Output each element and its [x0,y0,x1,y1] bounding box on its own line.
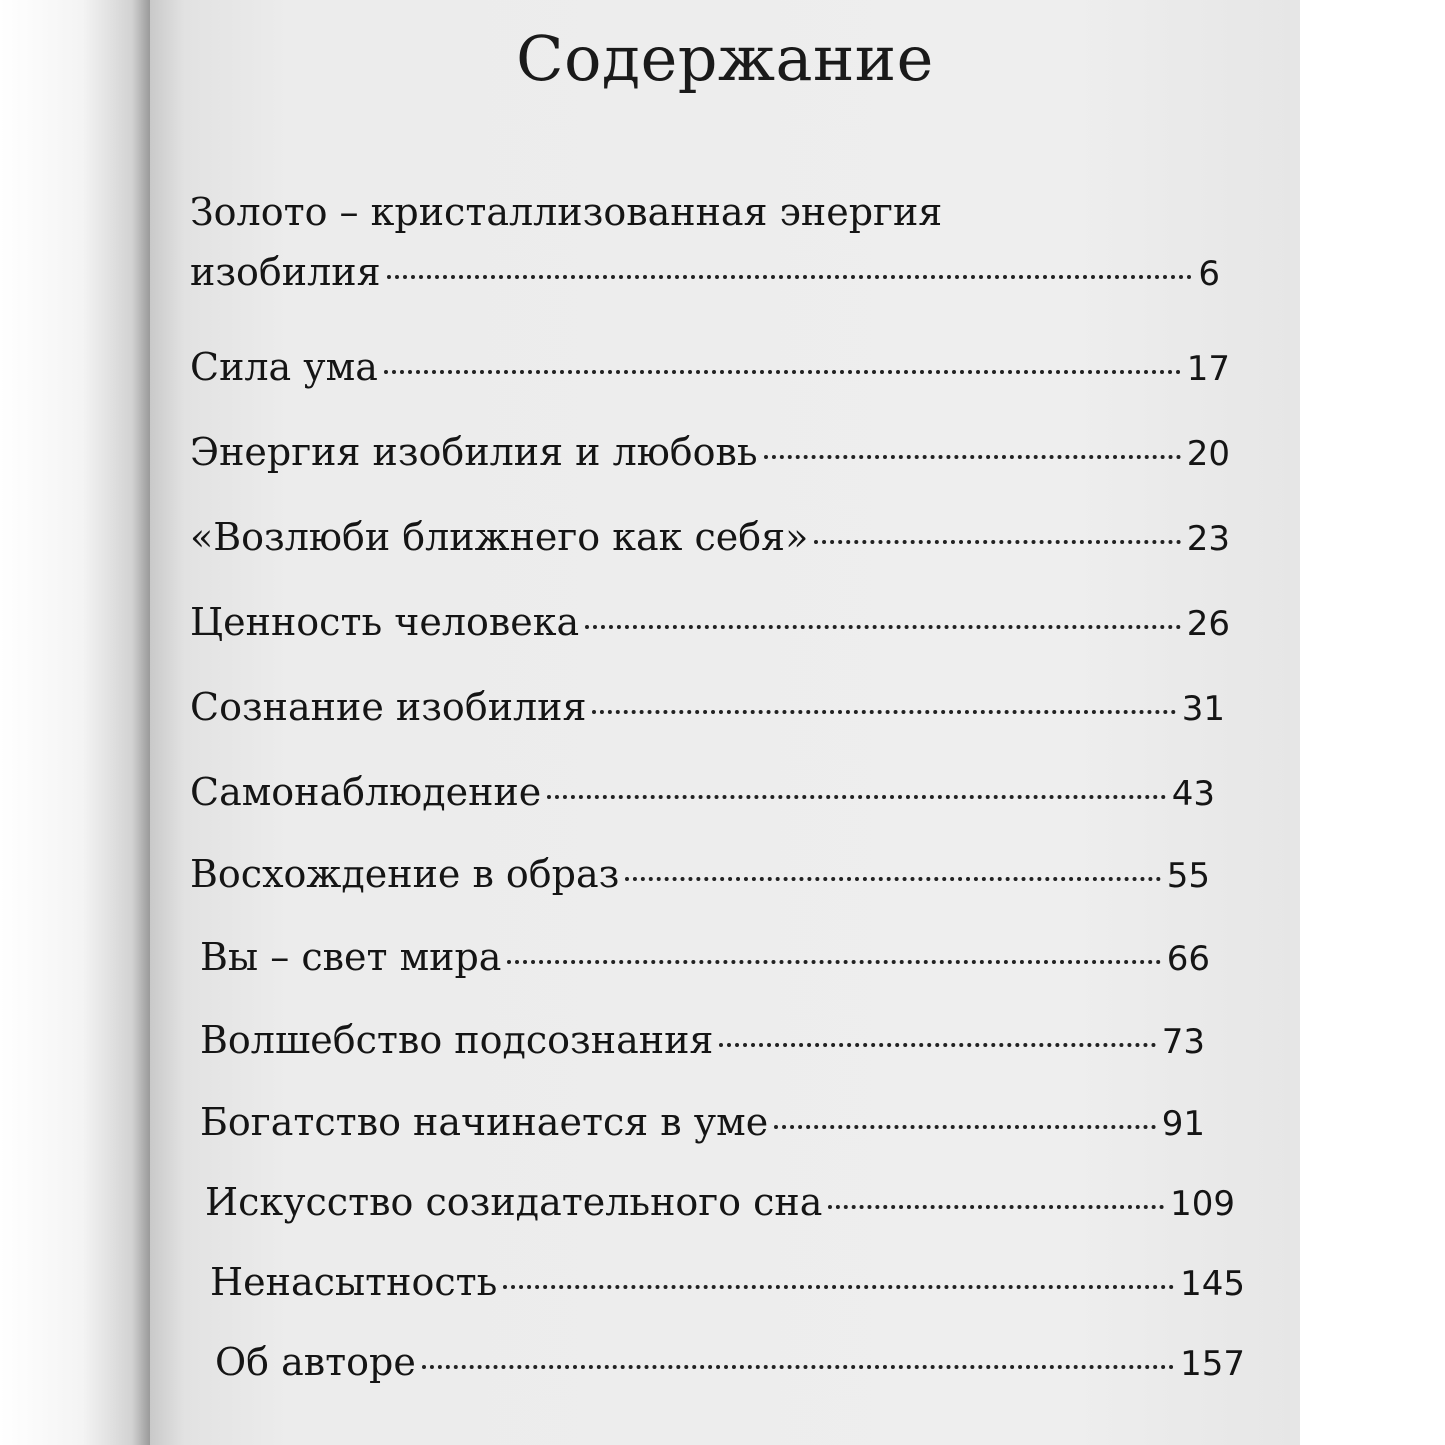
toc-entry-page: 66 [1166,939,1210,979]
dot-leader [828,1205,1164,1209]
toc-entry-title: Самонаблюдение [190,770,542,814]
toc-entry-title: Волшебство подсознания [200,1018,714,1062]
dot-leader [585,625,1181,629]
dot-leader [387,275,1193,279]
dot-leader [625,877,1160,881]
toc-entry [190,515,1230,559]
toc-entry-page: 6 [1198,254,1220,294]
toc-entry [200,935,1210,979]
dot-leader [507,960,1160,964]
dot-leader [774,1125,1156,1129]
toc-entry-title: Сила ума [190,345,378,389]
dot-leader [503,1285,1174,1289]
right-margin [1300,0,1445,1445]
toc-entry-title: «Возлюби ближнего как себя» [190,515,809,559]
toc-entry [190,852,1210,896]
toc-entry-title: Искусство созидательного сна [205,1180,823,1224]
dot-leader [547,795,1165,799]
toc-entry-page: 17 [1186,349,1230,389]
dot-leader [814,540,1180,544]
toc-entry-page: 145 [1180,1264,1245,1304]
toc-entry [200,1018,1205,1062]
toc-entry [190,250,1220,294]
toc-entry-title: Об авторе [215,1340,416,1384]
toc-entry-title: Ненасытность [210,1260,498,1304]
page-title: Содержание [516,22,934,95]
toc-entry-title: Восхождение в образ [190,852,620,896]
toc-entry [190,600,1230,644]
toc-entry [210,1260,1245,1304]
toc-entry-title: Ценность человека [190,600,580,644]
toc-entry [190,685,1225,729]
dot-leader [764,455,1181,459]
book-page [150,0,1300,1445]
toc-entry-page: 20 [1186,434,1230,474]
toc-entry [190,345,1230,389]
dot-leader [592,710,1175,714]
toc-entry-page: 109 [1170,1184,1235,1224]
toc-entry [205,1180,1235,1224]
toc-entry-page: 73 [1161,1022,1205,1062]
toc-entry [190,770,1215,814]
toc-entry-page: 26 [1186,604,1230,644]
toc-entry-page: 23 [1186,519,1230,559]
toc-entry [190,430,1230,474]
dot-leader [719,1043,1155,1047]
toc-entry-title: Вы – свет мира [200,935,502,979]
toc-entry-page: 91 [1161,1104,1205,1144]
toc-entry-title: Богатство начинается в уме [200,1100,769,1144]
toc-entry-page: 55 [1166,856,1210,896]
toc-entry-page: 31 [1181,689,1225,729]
toc-entry-title: изобилия [190,250,381,294]
toc-entry-title: Энергия изобилия и любовь [190,430,758,474]
toc-entry-title: Сознание изобилия [190,685,587,729]
dot-leader [384,370,1181,374]
toc-entry [215,1340,1245,1384]
toc-entry-title-line: Золото – кристаллизованная энергия [190,190,943,234]
toc-entry-page: 157 [1180,1344,1245,1384]
dot-leader [422,1365,1174,1369]
book-spine-shadow [0,0,150,1445]
toc-entry [200,1100,1205,1144]
toc-entry-page: 43 [1171,774,1215,814]
